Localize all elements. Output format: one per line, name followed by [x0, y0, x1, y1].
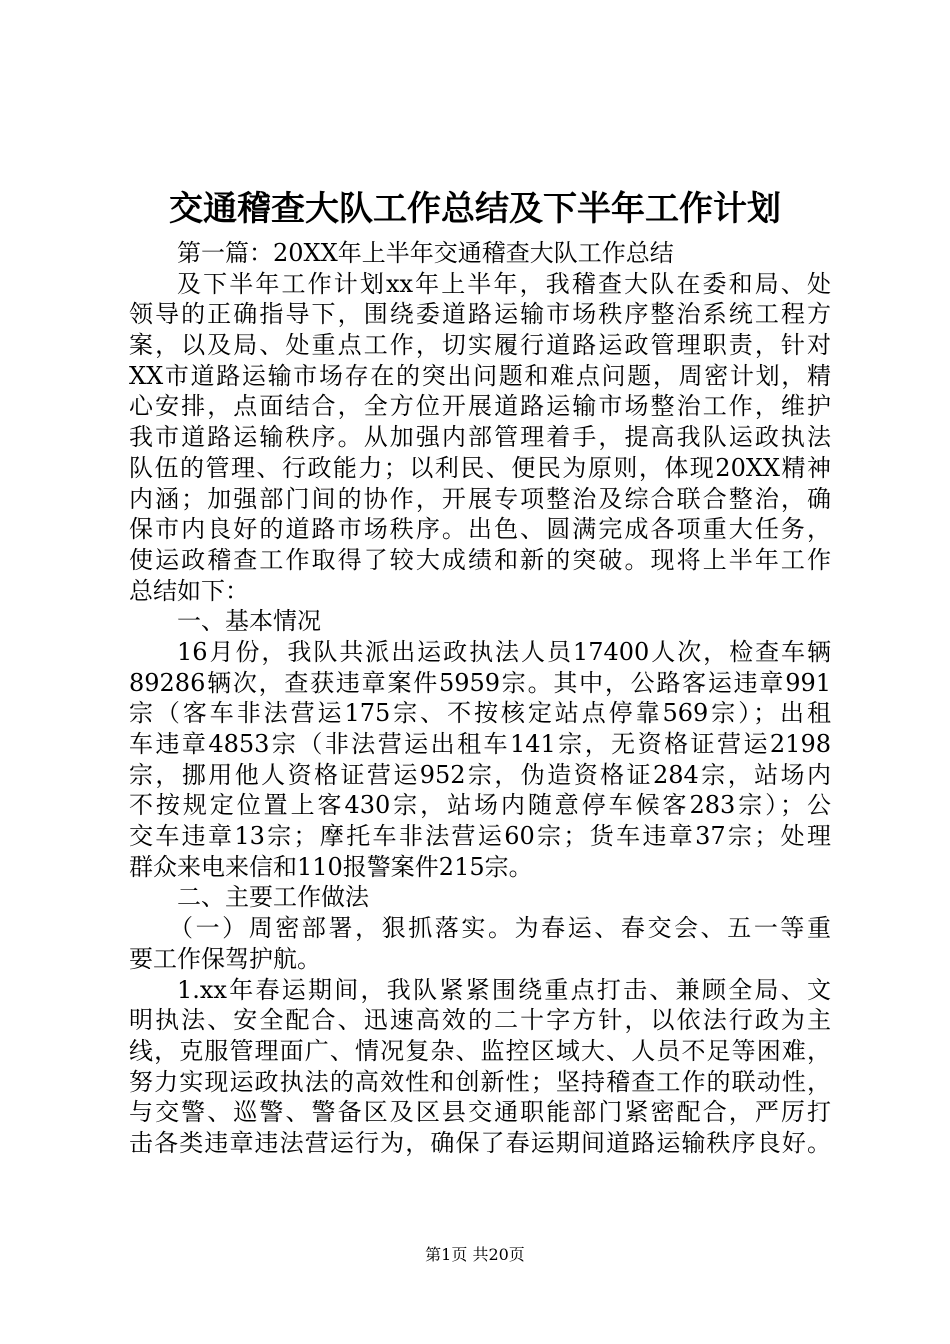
text-line: 总结如下： [129, 576, 249, 605]
document-title: 交通稽查大队工作总结及下半年工作计划 [169, 189, 781, 229]
text-line: 使运政稽查工作取得了较大成绩和新的突破。现将上半年工作 [129, 545, 831, 574]
text-line-subheading: 第一篇：20XX年上半年交通稽查大队工作总结 [177, 239, 674, 267]
text-line: 89286辆次，查获违章案件5959宗。其中，公路客运违章991 [129, 668, 831, 697]
text-line: 16月份，我队共派出运政执法人员17400人次，检查车辆 [177, 637, 831, 666]
text-line: 保市内良好的道路市场秩序。出色、圆满完成各项重大任务， [129, 515, 831, 544]
text-line: 内涵；加强部门间的协作，开展专项整治及综合联合整治，确 [129, 484, 831, 513]
text-line: 交车违章13宗；摩托车非法营运60宗；货车违章37宗；处理 [129, 822, 831, 851]
text-line: 线，克服管理面广、情况复杂、监控区域大、人员不足等困难， [129, 1036, 831, 1065]
text-line: 明执法、安全配合、迅速高效的二十字方针，以依法行政为主 [129, 1006, 831, 1035]
section-heading-methods: 二、主要工作做法 [177, 883, 369, 912]
text-line: 宗（客车非法营运175宗、不按核定站点停靠569宗）；出租 [129, 699, 831, 728]
text-line: 队伍的管理、行政能力；以利民、便民为原则，体现20XX精神 [129, 453, 831, 482]
text-line: 宗，挪用他人资格证营运952宗，伪造资格证284宗，站场内 [129, 760, 831, 789]
text-line: 要工作保驾护航。 [129, 944, 321, 973]
text-line: 不按规定位置上客430宗，站场内随意停车候客283宗）；公 [129, 791, 831, 820]
text-line: 我市道路运输秩序。从加强内部管理着手，提高我队运政执法 [129, 423, 831, 452]
text-line: 心安排，点面结合，全方位开展道路运输市场整治工作，维护 [129, 392, 831, 421]
text-line: 群众来电来信和110报警案件215宗。 [129, 852, 533, 881]
document-body [129, 238, 831, 1159]
text-line: 努力实现运政执法的高效性和创新性；坚持稽查工作的联动性， [129, 1067, 831, 1096]
text-line: 击各类违章违法营运行为，确保了春运期间道路运输秩序良好。 [129, 1128, 831, 1157]
text-line: XX市道路运输市场存在的突出问题和难点问题，周密计划，精 [129, 361, 831, 390]
page-number-footer: 第1页 共20页 [425, 1245, 525, 1264]
text-line: 领导的正确指导下，围绕委道路运输市场秩序整治系统工程方 [129, 300, 831, 329]
text-line: 1.xx年春运期间，我队紧紧围绕重点打击、兼顾全局、文 [177, 975, 831, 1004]
text-line: 与交警、巡警、警备区及区县交通职能部门紧密配合，严厉打 [129, 1098, 831, 1127]
text-line: （一）周密部署，狠抓落实。为春运、春交会、五一等重 [169, 914, 831, 943]
text-line: 案，以及局、处重点工作，切实履行道路运政管理职责，针对 [129, 331, 831, 360]
text-line: 及下半年工作计划xx年上半年，我稽查大队在委和局、处 [177, 269, 831, 298]
text-line: 车违章4853宗（非法营运出租车141宗，无资格证营运2198 [129, 730, 831, 758]
section-heading-basic: 一、基本情况 [177, 607, 321, 636]
